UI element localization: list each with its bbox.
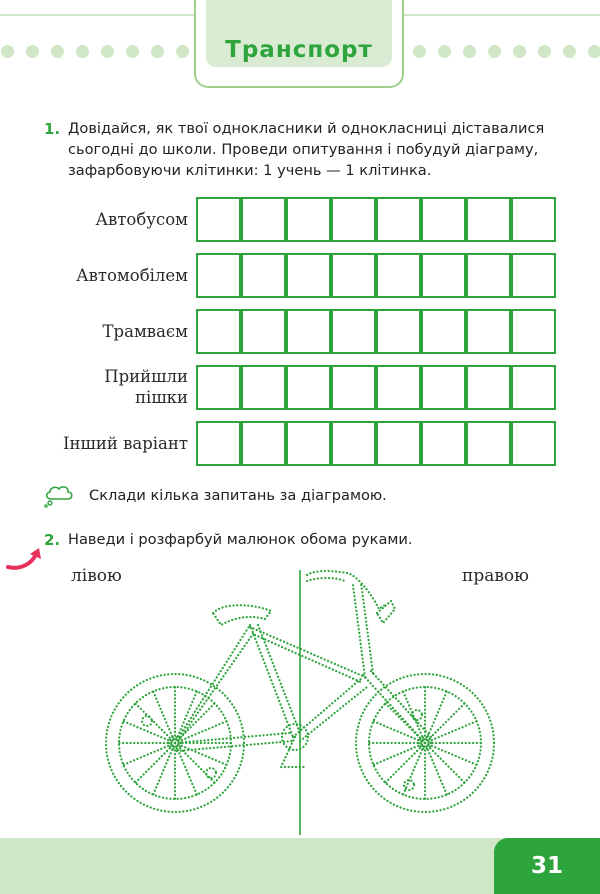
- cell[interactable]: [243, 199, 284, 240]
- cell[interactable]: [378, 311, 419, 352]
- row-label-walk: [40, 366, 188, 408]
- cell[interactable]: [288, 367, 329, 408]
- cell[interactable]: [243, 423, 284, 464]
- cell[interactable]: [288, 255, 329, 296]
- cell[interactable]: [468, 367, 509, 408]
- cell[interactable]: [423, 423, 464, 464]
- task1-number: 1.: [44, 120, 61, 138]
- cell[interactable]: [243, 255, 284, 296]
- cell[interactable]: [513, 367, 554, 408]
- thought-cloud-icon: [43, 484, 75, 508]
- cells-other: [196, 421, 556, 466]
- chart-row-tram: [40, 309, 560, 354]
- cell[interactable]: [378, 199, 419, 240]
- row-label-walk-line2: пішки: [135, 388, 188, 407]
- task1-line3: зафарбовуючи клітинки: 1 учень — 1 клітинка.: [68, 162, 432, 179]
- chart-row-bus: [40, 197, 560, 242]
- cell[interactable]: [468, 311, 509, 352]
- cell[interactable]: [423, 255, 464, 296]
- chart-row-walk: [40, 365, 560, 410]
- cell[interactable]: [333, 255, 374, 296]
- row-label-other: Інший варіант: [62, 434, 188, 453]
- right-hand-label: правою: [462, 566, 529, 586]
- bicycle-tracing-picture: [95, 565, 505, 835]
- row-label-bus: Автобусом: [95, 210, 188, 229]
- cell[interactable]: [423, 311, 464, 352]
- cell[interactable]: [333, 199, 374, 240]
- cells-car: [196, 253, 556, 298]
- left-hand-label: лівою: [71, 566, 122, 586]
- cell[interactable]: [468, 423, 509, 464]
- row-label-tram: Трамваєм: [102, 322, 188, 341]
- title-tab: [194, 0, 404, 88]
- cell[interactable]: [423, 367, 464, 408]
- task2-text: Наведи і розфарбуй малюнок обома руками.: [68, 531, 413, 548]
- cell[interactable]: [513, 423, 554, 464]
- cell[interactable]: [243, 311, 284, 352]
- task2-number: 2.: [44, 531, 61, 549]
- cell[interactable]: [378, 423, 419, 464]
- row-label-car: Автомобілем: [76, 266, 188, 285]
- page-title: Транспорт: [225, 37, 373, 63]
- curved-arrow-icon: [6, 542, 44, 572]
- cell[interactable]: [333, 367, 374, 408]
- cell[interactable]: [378, 255, 419, 296]
- cell[interactable]: [468, 199, 509, 240]
- cell[interactable]: [333, 311, 374, 352]
- cell[interactable]: [513, 311, 554, 352]
- cell[interactable]: [198, 255, 239, 296]
- cell[interactable]: [513, 199, 554, 240]
- cell[interactable]: [198, 423, 239, 464]
- task1-line1: Довідайся, як твої однокласники й однокласниці діставалися: [68, 120, 545, 137]
- page-number-tab: [494, 838, 600, 894]
- cells-bus: [196, 197, 556, 242]
- chart-row-car: [40, 253, 560, 298]
- page-number: 31: [530, 853, 563, 879]
- cell[interactable]: [198, 311, 239, 352]
- cell[interactable]: [198, 199, 239, 240]
- right-wheel-spokes: [369, 687, 481, 799]
- cell[interactable]: [468, 255, 509, 296]
- title-banner: [206, 0, 392, 67]
- cell[interactable]: [423, 199, 464, 240]
- cell[interactable]: [288, 199, 329, 240]
- cells-tram: [196, 309, 556, 354]
- row-label-walk-line1: Прийшли: [104, 367, 188, 386]
- chart-row-other: [40, 421, 560, 466]
- task1-text: [68, 118, 578, 181]
- cell[interactable]: [288, 311, 329, 352]
- cell[interactable]: [513, 255, 554, 296]
- question-prompt: Склади кілька запитань за діаграмою.: [89, 487, 387, 504]
- cells-walk: [196, 365, 556, 410]
- cell[interactable]: [333, 423, 374, 464]
- cell[interactable]: [198, 367, 239, 408]
- cell[interactable]: [243, 367, 284, 408]
- cell[interactable]: [378, 367, 419, 408]
- cell[interactable]: [288, 423, 329, 464]
- task1-line2: сьогодні до школи. Проведи опитування і побудуй діаграму,: [68, 141, 539, 158]
